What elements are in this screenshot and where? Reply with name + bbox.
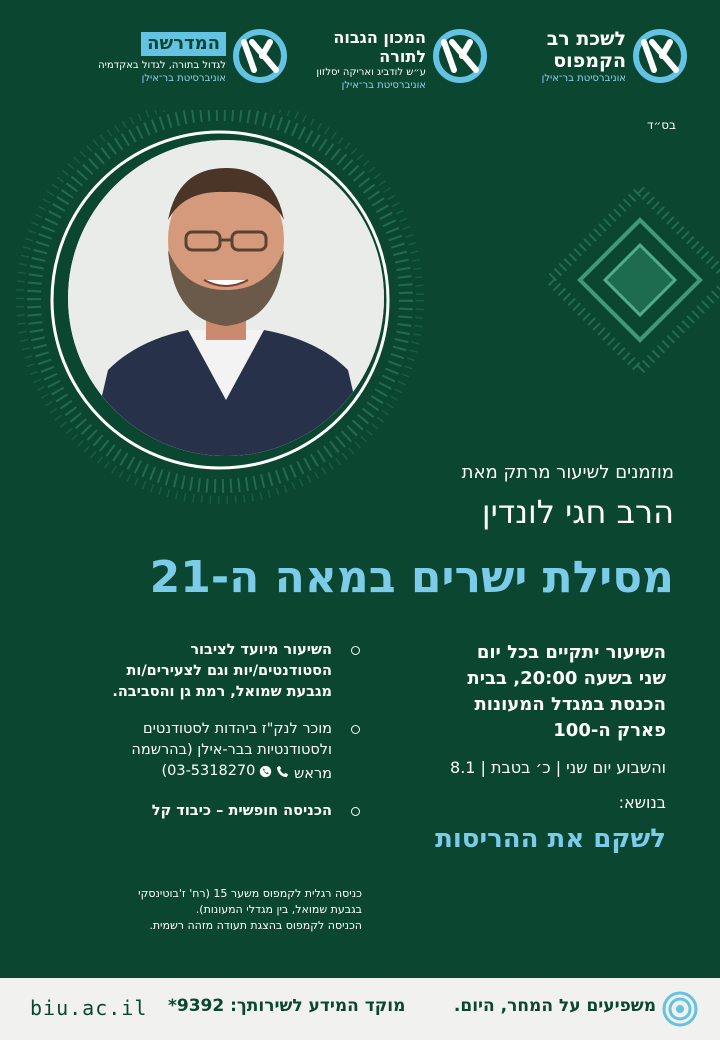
institute-logo-sub2: אוניברסיטת בר־אילן xyxy=(341,80,426,91)
entry-note-line3: הכניסה לקמפוס בהצגת תעודה מזהה רשמית. xyxy=(149,919,362,932)
schedule-block xyxy=(376,640,666,854)
bullet-credits-line2: ולסטודנטיות בבר-אילן (בהרשמה xyxy=(131,742,332,758)
biu-logo-icon xyxy=(630,26,690,86)
bullet-audience-line1: השיעור מיועד לציבור xyxy=(190,642,332,658)
schedule-line-4: פארק ה-100 xyxy=(553,720,666,741)
hotline-text: מוקד המידע לשירותך: 9392* xyxy=(168,996,406,1016)
bullet-audience-line3: מגבעת שמואל, רמת גן והסביבה. xyxy=(112,684,332,700)
campus-logo-line1: לשכת רב xyxy=(546,28,626,50)
this-week-date: והשבוע יום שני | כ׳ בטבת | 8.1 xyxy=(450,758,666,777)
bullet-credits xyxy=(60,719,360,785)
footer-bar xyxy=(0,978,720,1040)
invitation-text: מוזמנים לשיעור מרתק מאת xyxy=(461,462,674,483)
speaker-photo xyxy=(68,140,384,456)
campus-logo-sub: אוניברסיטת בר־אילן xyxy=(541,73,626,84)
speaker-portrait-image xyxy=(68,140,384,456)
schedule-line-3: הכנסת במגדל המעונות xyxy=(474,694,666,715)
institute-logo xyxy=(316,26,490,91)
bullet-audience xyxy=(60,640,360,703)
institute-logo-sub1: ע״ש לודביג ואריקה יסלזון xyxy=(316,67,426,78)
entry-note-line2: בגבעת שמואל, בין מגדלי המעונות). xyxy=(195,903,362,916)
phone-icon xyxy=(276,765,289,778)
target-logo-icon xyxy=(662,991,698,1027)
slogan-text: משפיעים על המחר, היום. xyxy=(453,996,656,1016)
midrasha-logo-sub2: אוניברסיטת בר־אילן xyxy=(141,73,226,84)
schedule-line-1: השיעור יתקיים בכל יום xyxy=(476,642,666,663)
bullet-credits-line3: מראש xyxy=(294,766,332,782)
bullet-dot-icon xyxy=(351,807,360,816)
bsd-mark: בס״ד xyxy=(646,118,676,132)
entry-note-line1: כניסה רגלית לקמפוס משער 15 (רח' ז'בוטינסקי xyxy=(138,887,362,900)
institute-logo-line2: לתורה xyxy=(379,47,426,66)
website-link[interactable]: biu.ac.il xyxy=(30,996,148,1020)
biu-logo-icon xyxy=(230,26,290,86)
info-bullets xyxy=(60,640,360,838)
bullet-audience-line2: הסטודנטים/יות וגם לצעירים/ות xyxy=(126,663,332,679)
bullet-entry xyxy=(60,801,360,822)
diamond-decoration xyxy=(540,180,720,380)
topic-title: לשקם את ההריסות xyxy=(435,824,666,854)
bullet-credits-line1: מוכר לנק"ז ביהדות לסטודנטים xyxy=(143,721,332,737)
bullet-entry-text: הכניסה חופשית – כיבוד קל xyxy=(151,803,332,819)
phone-number: 03-5318270) xyxy=(161,763,256,779)
phone-contact[interactable] xyxy=(161,761,289,782)
institute-logo-line1: המכון הגבוה xyxy=(333,28,426,47)
entry-note xyxy=(80,886,362,934)
midrasha-badge: המדרשה xyxy=(141,32,226,56)
bullet-dot-icon xyxy=(351,646,360,655)
midrasha-logo-sub1: לגדול בתורה, לגדול באקדמיה xyxy=(98,60,226,71)
bullet-dot-icon xyxy=(351,725,360,734)
lecture-title: מסילת ישרים במאה ה-21 xyxy=(149,552,674,603)
topic-label: בנושא: xyxy=(618,793,666,812)
campus-rabbi-logo xyxy=(540,26,690,88)
biu-logo-icon xyxy=(430,26,490,86)
schedule-line-2: שני בשעה 20:00, בבית xyxy=(467,668,666,689)
whatsapp-icon xyxy=(259,765,272,778)
midrasha-logo xyxy=(100,26,290,88)
campus-logo-line2: הקמפוס xyxy=(553,50,626,72)
speaker-name: הרב חגי לונדין xyxy=(481,493,674,531)
